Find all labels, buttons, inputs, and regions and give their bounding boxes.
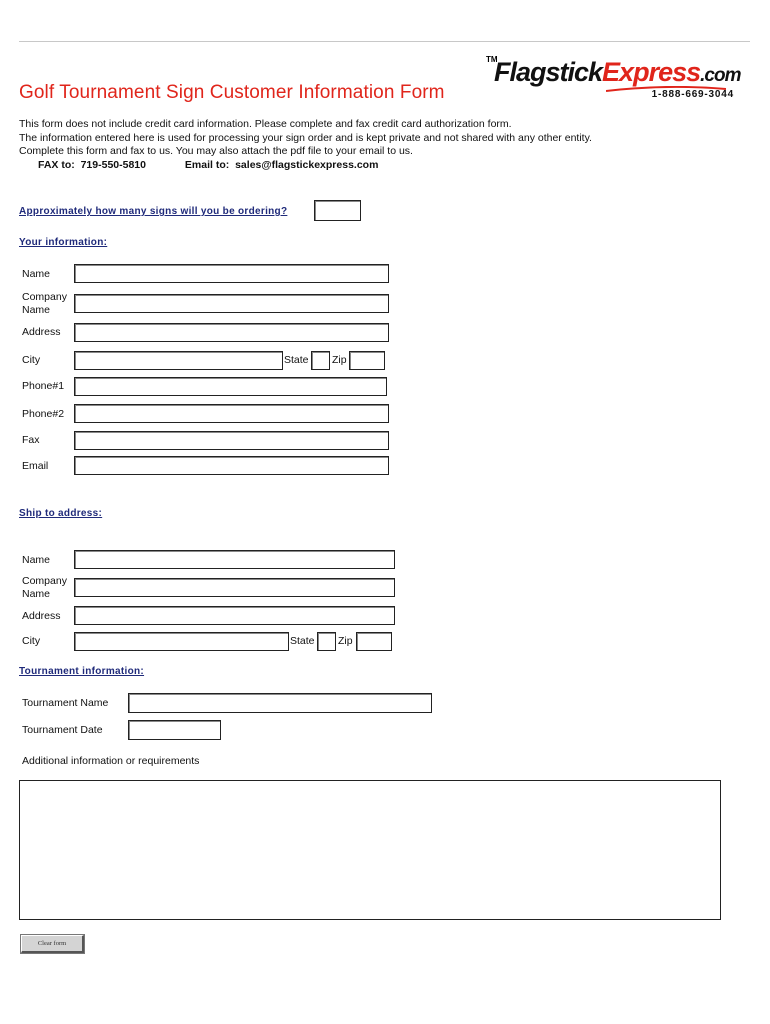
page-title: Golf Tournament Sign Customer Information Form [19,82,445,103]
your-name-input[interactable] [74,264,389,283]
ship-state-label: State [290,635,315,647]
tournament-date-label: Tournament Date [22,724,103,736]
intro-text [19,118,592,159]
ship-company-label-line1: Company [22,575,67,587]
your-company-label-line2: Name [22,304,51,316]
ship-zip-label: Zip [338,635,353,647]
additional-info-label: Additional information or requirements [22,755,200,767]
intro-line-3: Complete this form and fax to us. You may also attach the pdf file to your email to us. [19,145,413,157]
your-company-label-line1: Company [22,291,67,303]
intro-line-1: This form does not include credit card information. Please complete and fax credit card authorization form. [19,118,512,130]
your-address-input[interactable] [74,323,389,342]
logo-name-part1: Flagstick [494,57,603,87]
ship-company-label [22,575,67,601]
your-information-heading: Your information: [19,237,108,248]
your-company-label [22,291,67,317]
ship-state-input[interactable] [317,632,336,651]
ship-city-input[interactable] [74,632,289,651]
ship-company-input[interactable] [74,578,395,597]
ship-address-label: Address [22,610,61,622]
email-address[interactable]: sales@flagstickexpress.com [235,159,379,171]
your-phone2-label: Phone#2 [22,408,65,420]
signs-count-input[interactable] [314,200,361,221]
your-zip-input[interactable] [349,351,385,370]
logo-name-part3: .com [700,65,741,86]
logo-wordmark [494,57,740,88]
ship-company-label-line2: Name [22,588,51,600]
your-address-label: Address [22,326,61,338]
your-zip-label: Zip [332,354,347,366]
ship-name-input[interactable] [74,550,395,569]
intro-line-2: The information entered here is used for processing your sign order and is kept private and not shared with any other entity. [19,131,592,144]
your-phone1-input[interactable] [74,377,387,396]
your-city-input[interactable] [74,351,283,370]
contact-line [38,159,378,171]
logo-phone: 1-888-669-3044 [651,89,734,100]
your-company-input[interactable] [74,294,389,313]
your-city-label: City [22,354,41,366]
ship-to-heading: Ship to address: [19,508,103,519]
ship-zip-input[interactable] [356,632,392,651]
tournament-name-label: Tournament Name [22,697,109,709]
ship-city-label: City [22,635,41,647]
ship-name-label: Name [22,554,51,566]
your-phone1-label: Phone#1 [22,380,65,392]
tournament-heading: Tournament information: [19,666,145,677]
your-email-input[interactable] [74,456,389,475]
flagstick-express-logo [486,55,740,103]
your-state-input[interactable] [311,351,330,370]
tournament-date-input[interactable] [128,720,221,740]
your-state-label: State [284,354,309,366]
email-label: Email to: [184,159,230,171]
fax-number: 719-550-5810 [80,159,146,171]
additional-info-textarea[interactable] [19,780,721,920]
top-divider [19,41,750,42]
clear-form-button[interactable]: Clear form [21,935,84,953]
logo-name-part2: Express [602,57,701,87]
your-fax-input[interactable] [74,431,389,450]
your-phone2-input[interactable] [74,404,389,423]
ship-address-input[interactable] [74,606,395,625]
signs-count-question: Approximately how many signs will you be ordering? [19,206,288,217]
tournament-name-input[interactable] [128,693,432,713]
fax-label: FAX to: [38,159,75,171]
your-name-label: Name [22,268,51,280]
your-email-label: Email [22,460,49,472]
your-fax-label: Fax [22,434,40,446]
logo-trademark: TM [486,55,498,64]
